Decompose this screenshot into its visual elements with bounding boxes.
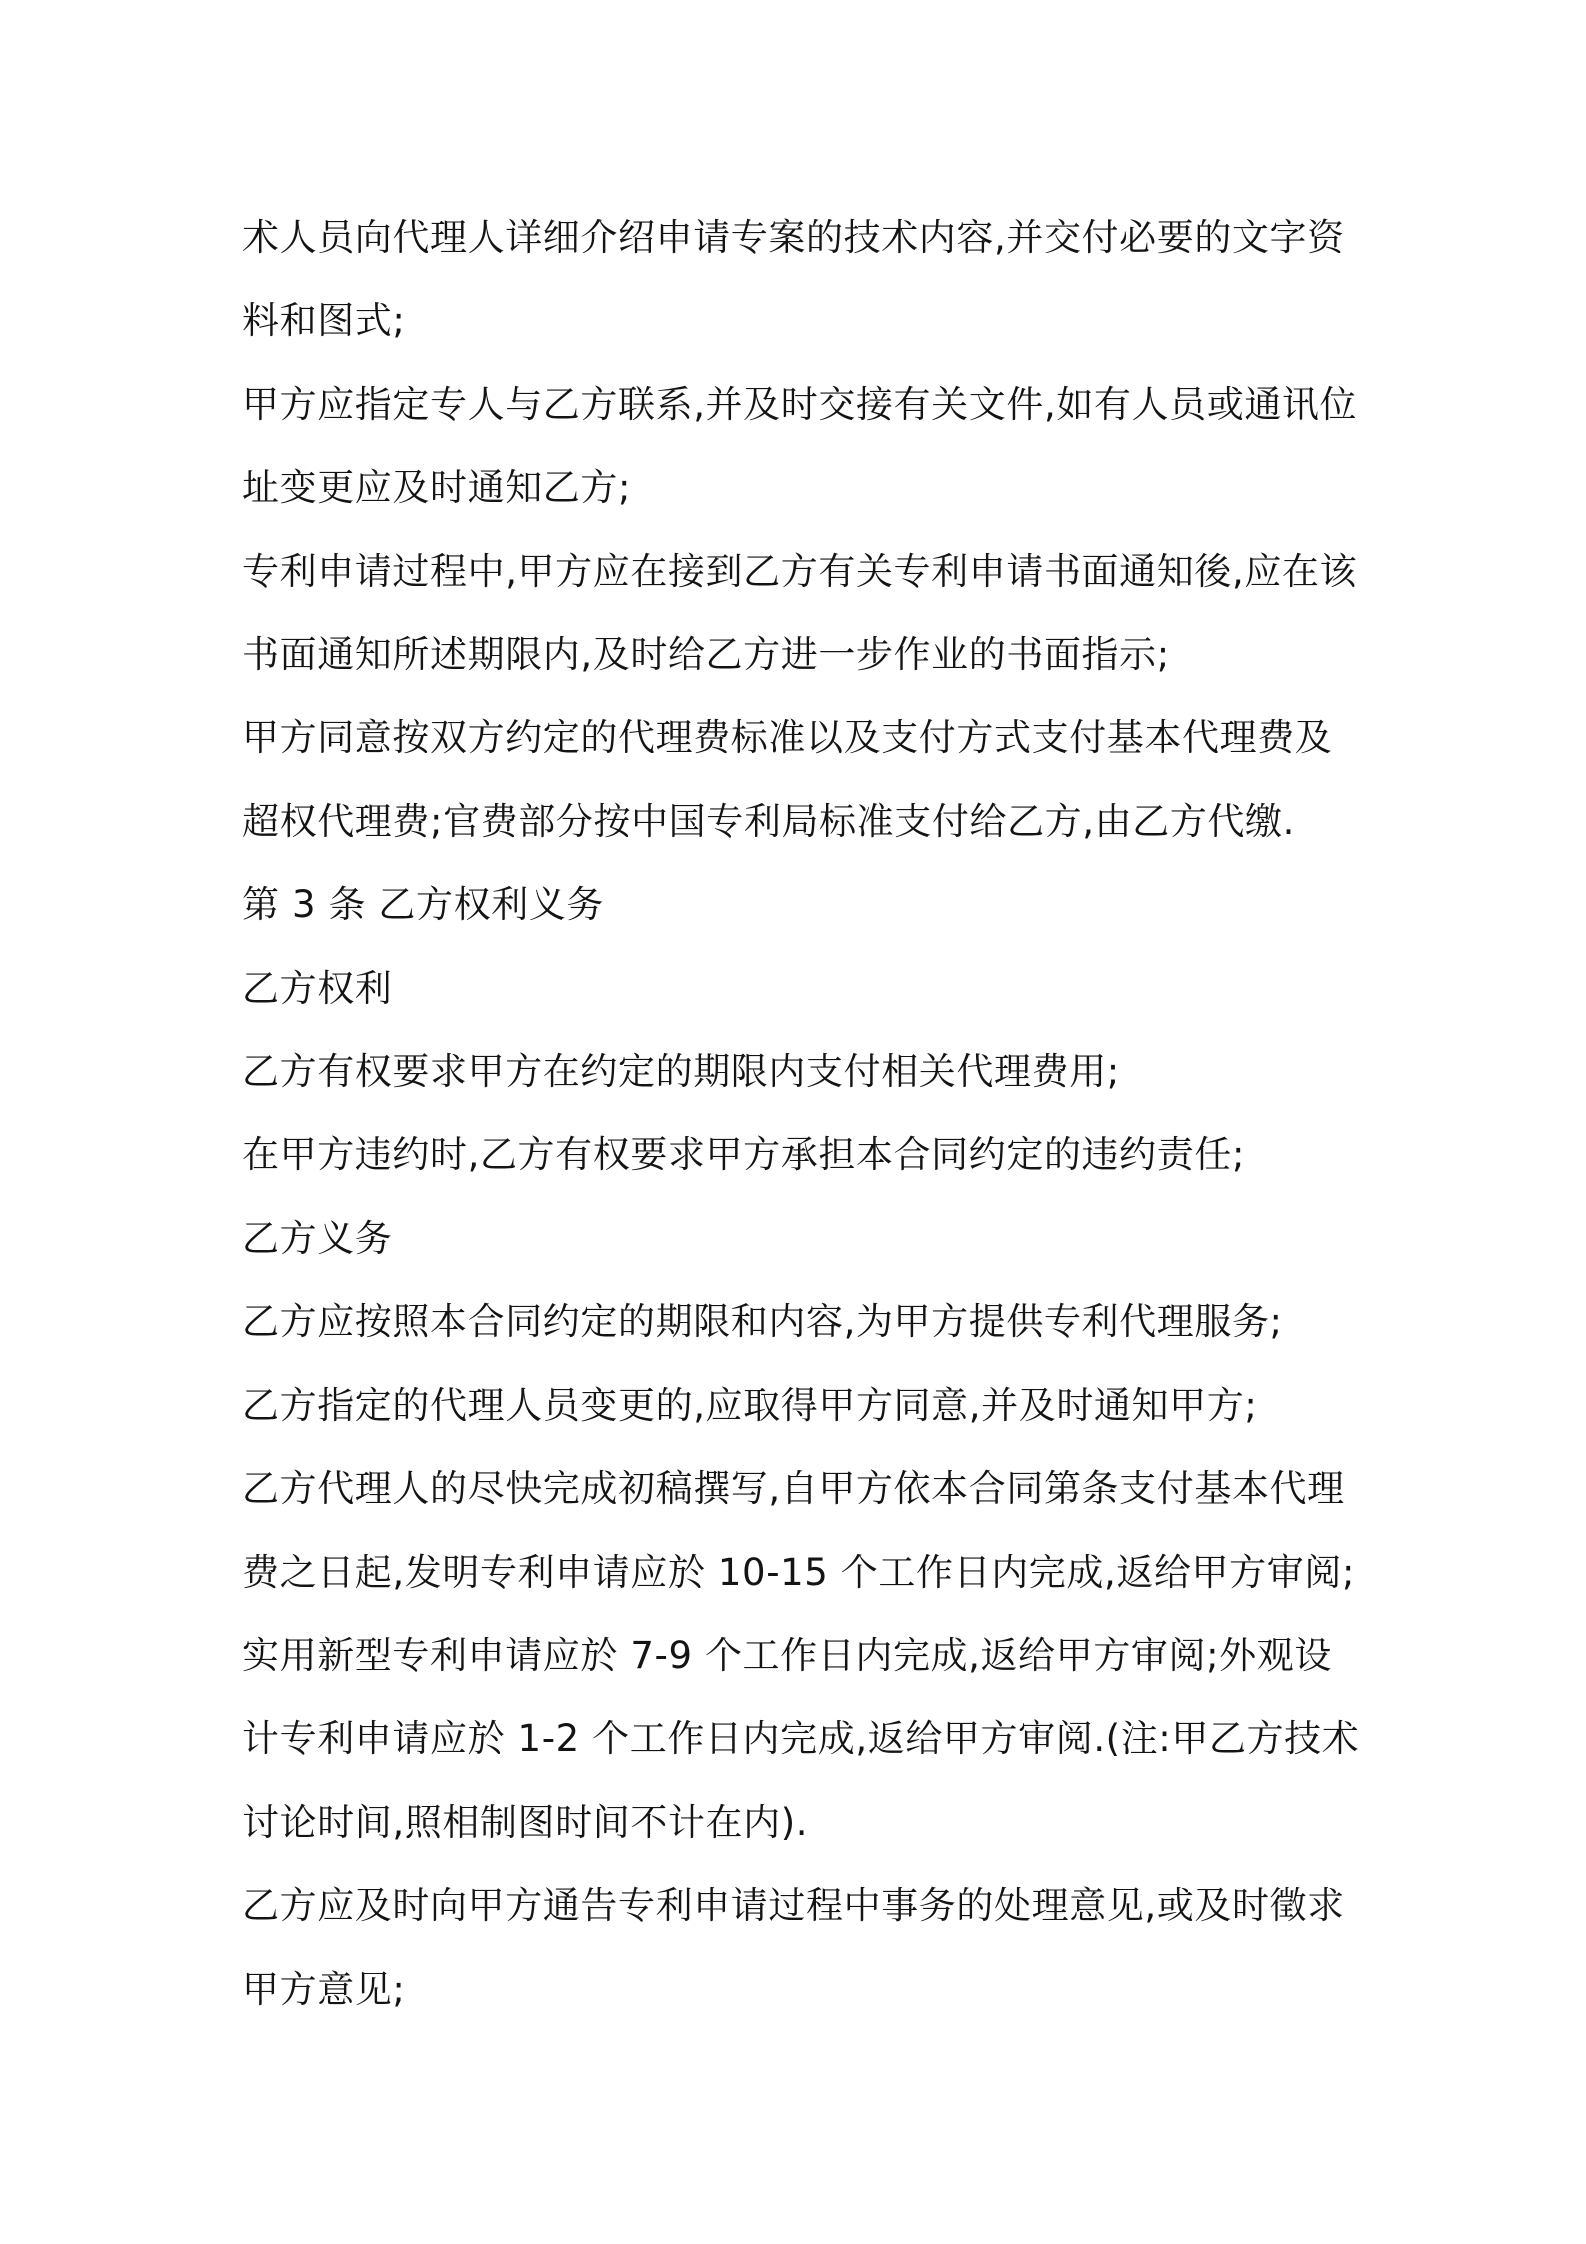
subheading-party-b-obligations: 乙方义务 <box>242 1216 393 1260</box>
paragraph-party-b-draft-deadlines: 乙方代理人的尽快完成初稿撰写,自甲方依本合同第条支付基本代理费之日起,发明专利申请应於 10-15 个工作日内完成,返给甲方审阅;实用新型专利申请应於 7-9 个工作日内完成,返给甲方审阅;外观设计专利申请应於 1-2 个工作日内完成,返给甲方审阅.(注:甲乙方技术讨论时间,照相制图时间不计在内). <box>242 1467 1360 1844</box>
paragraph-party-a-written-instructions: 专利申请过程中,甲方应在接到乙方有关专利申请书面通知後,应在该书面通知所述期限内,及时给乙方进一步作业的书面指示; <box>242 549 1358 677</box>
paragraph-party-a-fee-payment: 甲方同意按双方约定的代理费标准以及支付方式支付基本代理费及超权代理费;官费部分按中国专利局标准支付给乙方,由乙方代缴. <box>242 716 1333 843</box>
paragraph-party-b-notify-opinions: 乙方应及时向甲方通告专利申请过程中事务的处理意见,或及时徵求甲方意见; <box>242 1884 1345 2011</box>
document-body <box>242 196 1364 2031</box>
subheading-party-b-rights: 乙方权利 <box>242 966 393 1010</box>
paragraph-party-b-right-fees: 乙方有权要求甲方在约定的期限内支付相关代理费用; <box>242 1050 1120 1094</box>
paragraph-party-a-technical-briefing: 术人员向代理人详细介绍申请专案的技术内容,并交付必要的文字资料和图式; <box>242 216 1345 343</box>
paragraph-party-b-provide-service: 乙方应按照本合同约定的期限和内容,为甲方提供专利代理服务; <box>242 1300 1283 1344</box>
paragraph-party-a-contact-person: 甲方应指定专人与乙方联系,并及时交接有关文件,如有人员或通讯位址变更应及时通知乙方; <box>242 382 1358 510</box>
paragraph-party-b-agent-change: 乙方指定的代理人员变更的,应取得甲方同意,并及时通知甲方; <box>242 1383 1258 1427</box>
section-heading-article-3: 第 3 条 乙方权利义务 <box>242 883 605 927</box>
paragraph-party-b-right-breach: 在甲方违约时,乙方有权要求甲方承担本合同约定的违约责任; <box>242 1133 1246 1177</box>
